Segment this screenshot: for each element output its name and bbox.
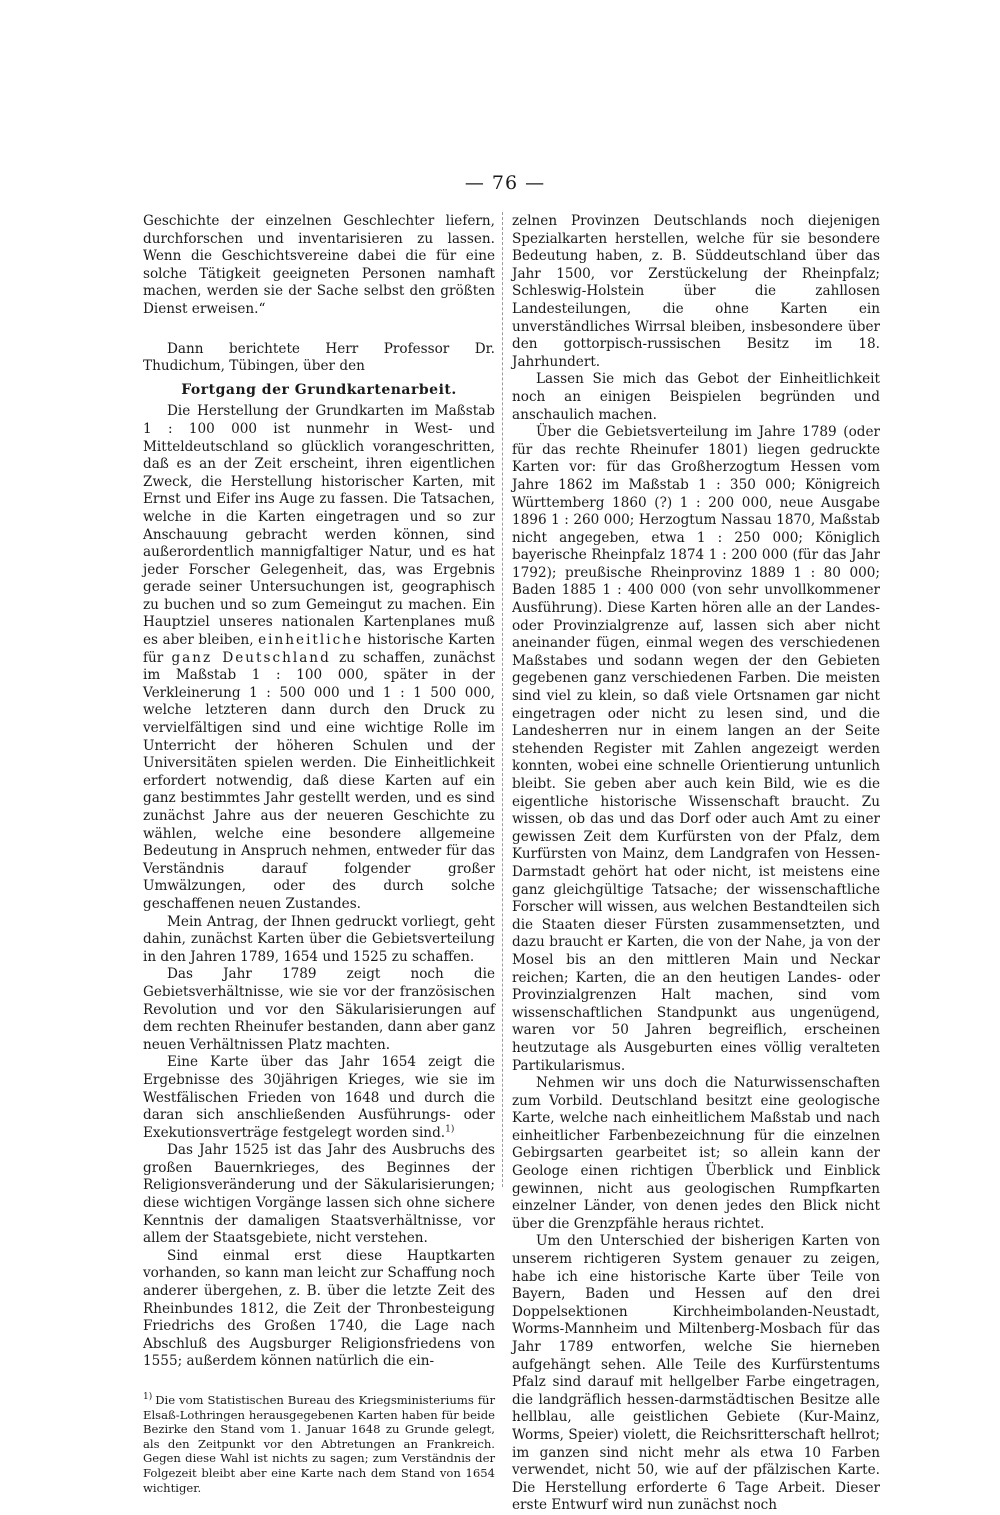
footnote-text: Die vom Statistischen Bureau des Kriegsministeriums für Elsaß-Lothringen herausgegebenen Karten haben für beide Bezirke den Stand vom 1. Januar 1648 zu Grunde gelegt, als den Zeitpunkt vor den Abtretungen an Frankreich. Gegen diese Wahl ist nichts zu sagen; zum Verständnis der Folgezeit bleibt aber eine Karte nach dem Stand von 1654 wichtiger. — [143, 1393, 495, 1495]
text-run: Eine Karte über das Jahr 1654 zeigt die Ergebnisse des 30jährigen Krieges, wie sie im Westfälischen Frieden von 1648 und durch die daran sich anschließenden Ausführungs- oder Exekutionsverträge festgelegt worden sind. — [143, 1054, 495, 1141]
paragraph — [143, 403, 495, 913]
column-divider — [502, 212, 503, 1187]
paragraph: Mein Antrag, der Ihnen gedruckt vorliegt, geht dahin, zunächst Karten über die Gebietsverteilung in den Jahren 1789, 1654 und 1525 zu schaffen. — [143, 913, 495, 965]
paragraph: Das Jahr 1525 ist das Jahr des Ausbruchs des großen Bauernkrieges, des Beginnes der Religionsveränderung und der Säkularisierungen; diese wichtigen Vorgänge lassen sich ohne sichere Kenntnis der damaligen Staatsverhältnisse, vor allem der Staatsgebiete, nicht verstehen. — [143, 1142, 495, 1247]
paragraph: Das Jahr 1789 zeigt noch die Gebietsverhältnisse, wie sie vor der französischen Revolution und vor den Säkularisierungen auf dem rechten Rheinufer bestanden, dann aber ganz neuen Verhältnissen Platz machten. — [143, 966, 495, 1053]
footnote-mark: 1) — [143, 1392, 153, 1403]
emphasized-text: einheitliche — [258, 632, 364, 649]
page-number: — 76 — — [464, 172, 546, 194]
left-column — [143, 213, 495, 1495]
paragraph: Dann berichtete Herr Professor Dr. Thudichum, Tübingen, über den — [143, 340, 495, 375]
paragraph: Um den Unterschied der bisherigen Karten von unserem richtigeren System genauer zu zeigen, habe ich eine historische Karte über Teile von Bayern, Baden und Hessen auf den drei Doppelsektionen Kirchheimbolanden-Neustadt, Worms-Mannheim und Miltenberg-Mosbach für das Jahr 1789 entworfen, welche Sie hierneben aufgehängt sehen. Alle Teile des Kurfürstentums Pfalz sind darauf mit hellgelber Farbe eingetragen, die landgräflich hessen-darmstädtischen Besitze alle hellblau, alle geistlichen Gebiete (Kur-Mainz, Worms, Speier) violett, die Reichsritterschaft hellrot; im ganzen sind nicht mehr als etwa 10 Farben verwendet, nicht 50, wie auf der pfälzischen Karte. Die Herstellung erforderte 6 Tage Arbeit. Dieser erste Entwurf wird nun zunächst noch — [512, 1233, 880, 1514]
paragraph: Lassen Sie mich das Gebot der Einheitlichkeit noch an einigen Beispielen begründen und anschaulich machen. — [512, 371, 880, 423]
text-run: Die Herstellung der Grundkarten im Maßstab 1 : 100 000 ist nunmehr in West- und Mitteldeutschland so glücklich vorangeschritten, daß es an der Zeit erscheint, ihren eigentlichen Zweck, die Herstellung historischer Karten, mit Ernst und Eifer ins Auge zu fassen. Die Tatsachen, welche in die Karten eingetragen und so zur Anschauung gebracht werden können, sind außerordentlich mannigfaltiger Natur, und es hat jeder Forscher Gelegenheit, das, was Ergebnis gerade seiner Untersuchungen ist, geographisch zu buchen und so zum Gemeingut zu machen. Ein Hauptziel unseres nationalen Kartenplanes muß es aber bleiben, — [143, 403, 495, 649]
paragraph: Sind einmal erst diese Hauptkarten vorhanden, so kann man leicht zur Schaffung noch anderer übergehen, z. B. über die letzte Zeit des Rheinbundes 1812, die Zeit der Thronbesteigung Friedrichs des Großen 1740, die Lage nach Abschluß des Augsburger Religionsfriedens von 1555; außerdem können natürlich die ein- — [143, 1247, 495, 1370]
paragraph: Geschichte der einzelnen Geschlechter liefern, durchforschen und inventarisieren zu lassen. Wenn die Geschichtsvereine dabei die für eine solche Tätigkeit geeigneten Personen namhaft machen, werden sie der Sache selbst den größten Dienst erweisen.“ — [143, 213, 495, 317]
footnote — [143, 1393, 495, 1495]
paragraph: Über die Gebietsverteilung im Jahre 1789 (oder für das rechte Rheinufer 1801) liegen gedruckte Karten vor: für das Großherzogtum Hessen vom Jahre 1862 im Maßstab 1 : 350 000; Königreich Württemberg 1860 (?) 1 : 200 000, neue Ausgabe 1896 1 : 260 000; Herzogtum Nassau 1870, Maßstab nicht angegeben, etwa 1 : 250 000; Königlich bayerische Rheinpfalz 1874 1 : 200 000 (für das Jahr 1792); preußische Rheinprovinz 1889 1 : 80 000; Baden 1885 1 : 400 000 (von sehr unvollkommener Ausführung). Diese Karten hören alle an der Landes- oder Provinzialgrenze auf, lassen sich aber nicht aneinander fügen, einmal wegen des verschiedenen Maßstabes und sodann wegen der den Gebieten gegebenen ganz verschiedenen Farben. Die meisten sind viel zu klein, so daß viele Ortsnamen gar nicht eingetragen oder nicht zu lesen sind, und die Landesherren nur in einem langen an der Seite stehenden Register mit Zahlen angezeigt werden konnten, wobei eine schnelle Orientierung untunlich bleibt. Sie geben aber auch kein Bild, wie es die eigentliche historische Wissenschaft braucht. Zu wissen, ob das und das Dorf oder auch Amt zu einer gewissen Zeit dem Kurfürsten von der Pfalz, dem Kurfürsten von Mainz, dem Landgrafen von Hessen-Darmstadt gehört hat oder nicht, ist meistens eine ganz gleichgültige Tatsache; der wissenschaftliche Forscher will wissen, aus welchen Bestandteilen sich die Staaten dieser Fürsten zusammensetzten, und dazu braucht er Karten, die von der Nahe, ja von der Mosel bis an den mittleren Main und Neckar reichen; Karten, die an den heutigen Landes- oder Provinzialgrenzen Halt machen, sind vom wissenschaftlichen Standpunkt aus ungenügend, waren vor 50 Jahren begreiflich, erscheinen heutzutage als Ausgeburten eines völlig veralteten Partikularismus. — [512, 424, 880, 1074]
paragraph: zelnen Provinzen Deutschlands noch diejenigen Spezialkarten herstellen, welche für sie besondere Bedeutung haben, z. B. Süddeutschland über das Jahr 1500, vor Zerstückelung der Rheinpfalz; Schleswig-Holstein über die zahllosen Landesteilungen, die ohne Karten ein unverständliches Wirrsal bleiben, insbesondere über den gottorpisch-russischen Besitz im 18. Jahrhundert. — [512, 213, 880, 370]
paragraph — [143, 1054, 495, 1142]
text-run: zu schaffen, zunächst im Maßstab 1 : 100 000, später in der Verkleinerung 1 : 500 000 und 1 : 1 500 000, welche letzteren dann durch den Druck zu vervielfältigen sind und eine wichtige Rolle im Unterricht der höheren Schulen und der Universitäten spielen werden. Die Einheitlichkeit erfordert notwendig, daß diese Karten auf ein ganz bestimmtes Jahr gestellt werden, und es sind zunächst Jahre aus der neueren Geschichte zu wählen, welche eine besondere allgemeine Bedeutung in Anspruch nehmen, entweder für das Verständnis darauf folgender großer Umwälzungen, oder des durch solche geschaffenen neuen Zustandes. — [143, 649, 496, 912]
paragraph: Nehmen wir uns doch die Naturwissenschaften zum Vorbild. Deutschland besitzt eine geologische Karte, welche nach einheitlichem Maßstab und nach einheitlicher Farbenbezeichnung für die einzelnen Gebirgsarten gearbeitet ist; so allein kann der Geologe einen richtigen Überblick und Einblick gewinnen, nicht aus geologischen Rumpfkarten einzelner Länder, von denen jedes den Blick nicht über die Grenzpfähle heraus richtet. — [512, 1075, 880, 1232]
footnote-reference: 1) — [445, 1124, 455, 1135]
right-column — [512, 213, 880, 1515]
section-heading: Fortgang der Grundkartenarbeit. — [181, 381, 457, 398]
emphasized-text: ganz Deutschland — [171, 649, 331, 666]
text-run: historische Karten für — [143, 632, 495, 666]
